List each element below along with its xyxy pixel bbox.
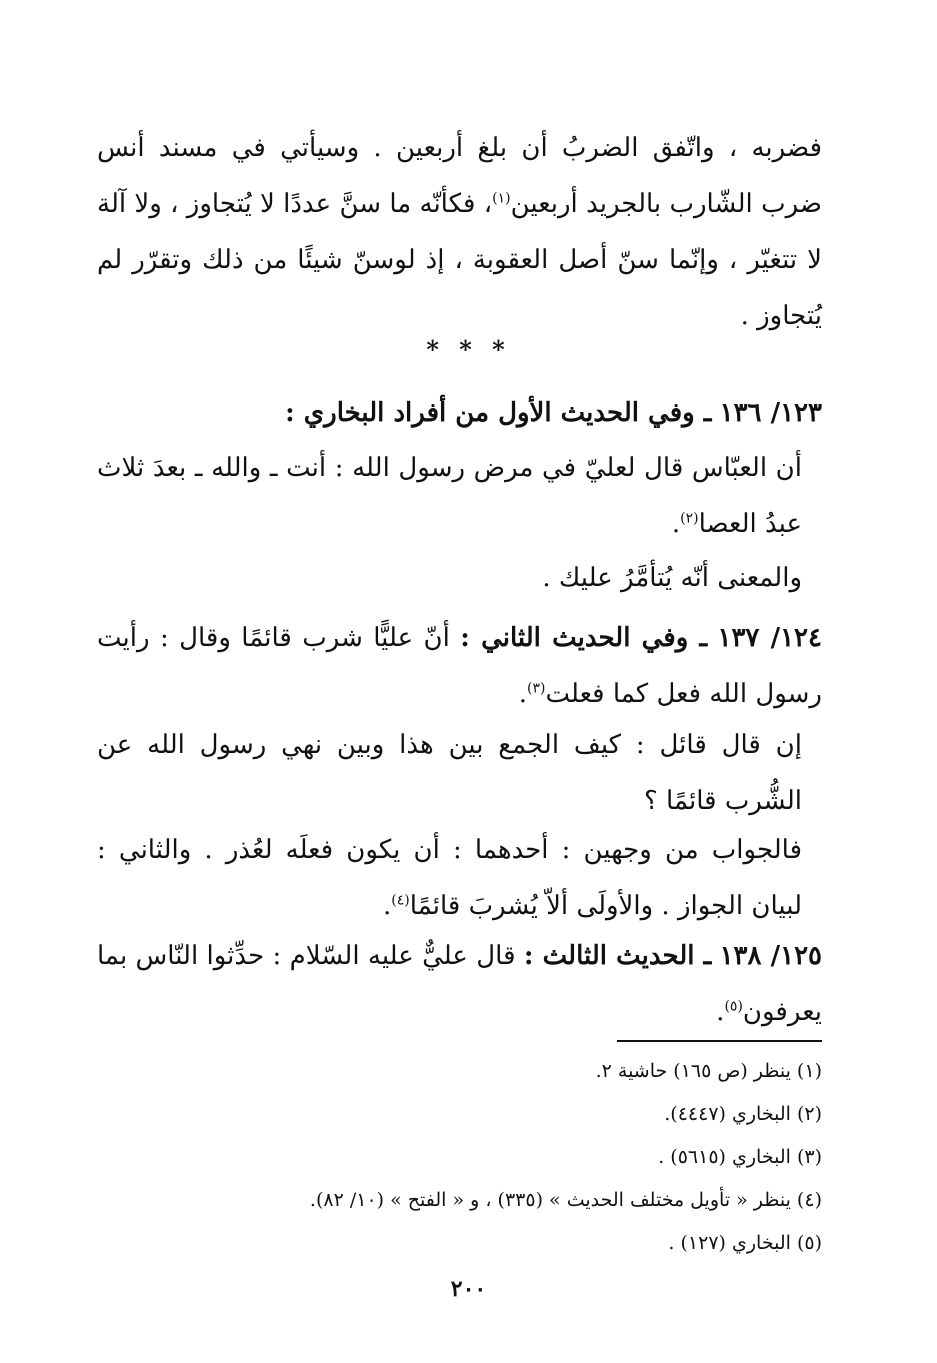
hadith-number: ١٢٥/ ١٣٨ — [719, 941, 823, 971]
paragraph-text: فضربه ، واتّفق الضربُ أن بلغ أربعين . وسيأتي في مسند أنس ضرب الشّارب بالجريد أربعين — [97, 133, 822, 219]
footnote-4: (٤) ينظر « تأويل مختلف الحديث » (٣٣٥) ، و « الفتح » (١٠/ ٨٢). — [309, 1189, 822, 1211]
footnote-2: (٢) البخاري (٤٤٤٧). — [664, 1103, 822, 1125]
paragraph-text: أن العبّاس قال لعليّ في مرض رسول الله : أنت ـ والله ـ بعدَ ثلاث عبدُ العصا — [97, 453, 802, 539]
period: . — [716, 997, 725, 1027]
footnote-ref-3[interactable]: (٣) — [527, 680, 546, 697]
hadith-number: ١٢٤/ ١٣٧ — [717, 623, 822, 653]
paragraph-text: إن قال قائل : كيف الجمع بين هذا وبين نهي رسول الله عن الشُّرب قائمًا ؟ — [97, 730, 802, 816]
footnote-divider — [617, 1040, 822, 1042]
paragraph-text: والمعنى أنّه يُتأمَّرُ عليك . — [542, 563, 802, 593]
hadith-title: ـ وفي الحديث الثاني : — [460, 623, 708, 653]
hadith-heading-125 — [97, 928, 822, 1040]
footnote-3: (٣) البخاري (٥٦١٥) . — [658, 1146, 822, 1168]
hadith-title: ـ الحديث الثالث : — [523, 941, 712, 971]
hadith-number: ١٢٣/ ١٣٦ — [719, 398, 822, 428]
paragraph-answer — [97, 822, 822, 934]
footnote-ref-2[interactable]: (٢) — [680, 510, 699, 527]
paragraph-text: أنّ عليًّا شرب قائمًا وقال : رأيت رسول الله فعل كما فعلت — [97, 623, 822, 709]
footnotes — [97, 1050, 822, 1265]
paragraph-intro — [97, 120, 822, 344]
paragraph-text: فالجواب من وجهين : أحدهما : أن يكون فعلَه لعُذر . والثاني : لبيان الجواز . والأولَى ألاّ يُشربَ قائمًا — [97, 835, 802, 921]
hadith-heading-124 — [97, 610, 822, 722]
paragraph-text: قال عليٌّ عليه السّلام : حدِّثوا النّاس بما يعرفون — [97, 941, 822, 1027]
section-separator: * * * — [426, 335, 511, 364]
hadith-title: ـ وفي الحديث الأول من أفراد البخاري : — [285, 398, 712, 428]
footnote-5: (٥) البخاري (١٢٧) . — [668, 1232, 822, 1254]
paragraph-question — [97, 717, 822, 829]
page-number: ٢٠٠ — [450, 1276, 487, 1302]
period: . — [671, 509, 681, 539]
period: . — [383, 891, 392, 921]
paragraph-meaning — [97, 550, 822, 606]
footnote-ref-1[interactable]: (١) — [492, 190, 511, 207]
hadith-heading-123 — [97, 385, 822, 441]
footnote-ref-4[interactable]: (٤) — [391, 892, 410, 909]
paragraph-abbas — [97, 440, 822, 552]
footnote-1: (١) ينظر (ص ١٦٥) حاشية ٢. — [595, 1060, 822, 1082]
paragraph-text-cont: ، فكأنّه ما سنَّ عددًا لا يُتجاوز ، ولا آلة لا تتغيّر ، وإنّما سنّ أصل العقوبة ، إذ لوسنّ شيئًا من ذلك وتقرّر لم يُتجاوز . — [97, 189, 822, 331]
period: . — [518, 679, 527, 709]
footnote-ref-5[interactable]: (٥) — [724, 998, 743, 1015]
